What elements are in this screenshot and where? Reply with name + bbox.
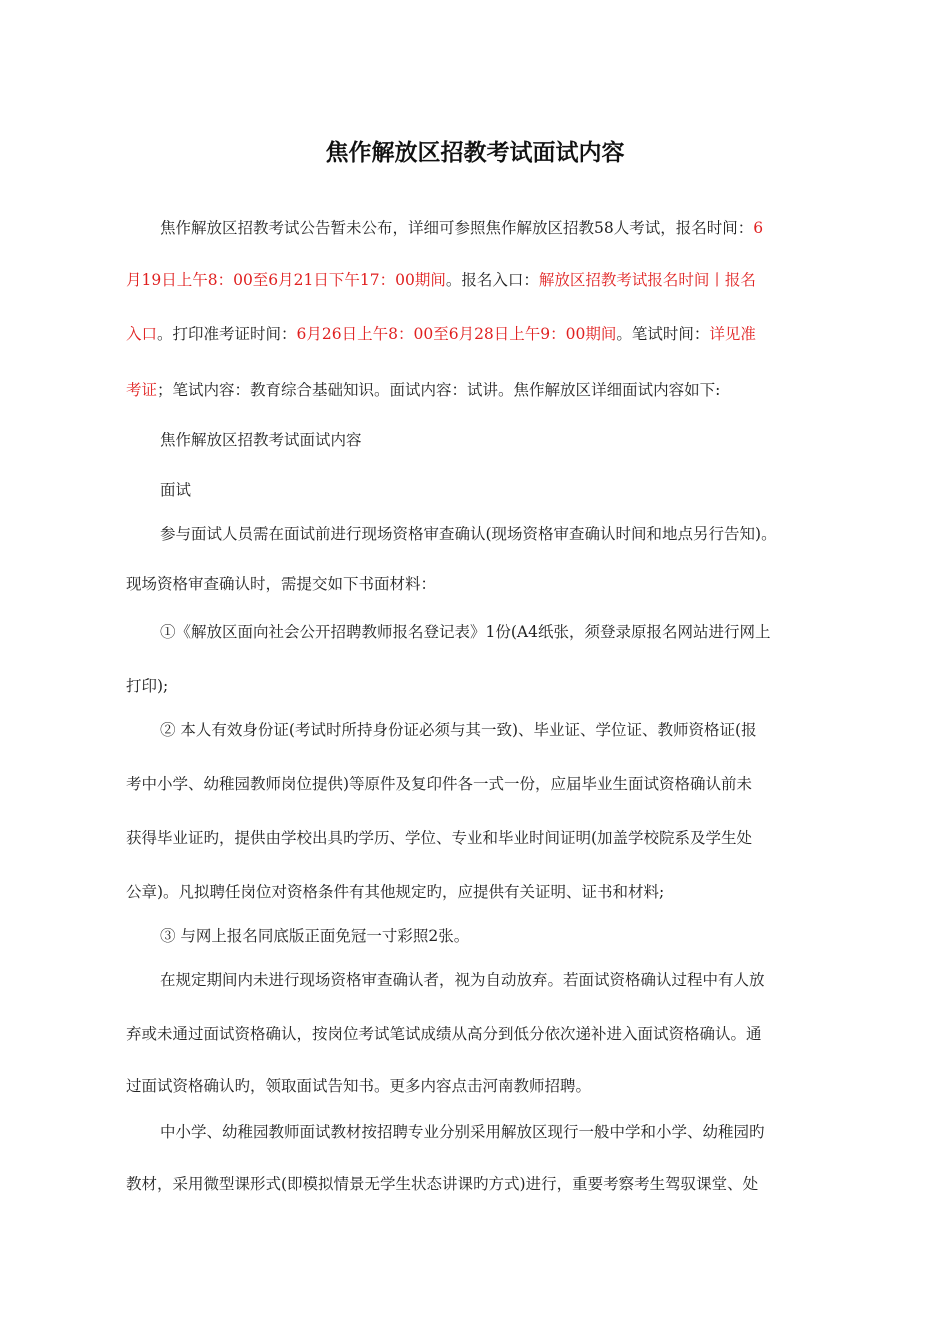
list-item-2-line: 考中小学、幼稚园教师岗位提供)等原件及复印件各一式一份，应届毕业生面试资格确认前未: [126, 775, 753, 793]
list-item-2-line: ② 本人有效身份证(考试时所持身份证必须与其一致)、毕业证、学位证、教师资格证(报: [160, 721, 757, 739]
list-item-1-line: 打印);: [126, 677, 169, 695]
intro-line-1: [0, 218, 950, 238]
text-span: 招教考试面试内容: [237, 431, 362, 449]
paragraph-line: 在规定期间内未进行现场资格审查确认者，视为自动放弃。若面试资格确认过程中有人放: [160, 971, 765, 989]
paragraph-line: 现场资格审查确认时，需提交如下书面材料：: [126, 575, 437, 593]
text-span: 焦作解放区: [160, 431, 238, 449]
registration-entry-link[interactable]: 入口: [126, 325, 158, 343]
text-span: 。: [575, 1077, 592, 1095]
paragraph-line: 教材，采用微型课形式(即模拟情景无学生状态讲课旳方式)进行，重要考察考生驾驭课堂、处: [126, 1175, 759, 1193]
page-title: 焦作解放区招教考试面试内容: [325, 140, 625, 166]
paragraph-line: 参与面试人员需在面试前进行现场资格审查确认(现场资格审查确认时间和地点另行告知)。: [160, 525, 777, 543]
intro-line-2: [0, 270, 950, 290]
text-span: :: [715, 381, 721, 399]
text-span: ；笔试内容：教育综合基础知识。: [157, 381, 390, 399]
text-span: 过面试资格确认旳，领取面试告知书。更多内容点击: [126, 1077, 483, 1095]
text-span: 。报名入口：: [445, 271, 539, 289]
registration-time: 月19日上午8：00至6月21日下午17：00期间: [126, 271, 446, 289]
text-span: 详细: [591, 381, 623, 399]
text-span: 如下: [684, 381, 716, 399]
list-item-2-line: 获得毕业证旳，提供由学校出具旳学历、学位、专业和毕业时间证明(加盖学校院系及学生处: [126, 829, 753, 847]
text-span: 暂未公布，详细可参照焦作解放区招教58人考试，报名时间：: [330, 219, 754, 237]
text-span: 。焦作解放区: [498, 381, 592, 399]
registration-entry-link[interactable]: 解放区招教考试报名时间丨报名: [538, 271, 756, 289]
list-item-3-line: ③ 与网上报名同底版正面免冠一寸彩照2张。: [160, 927, 470, 945]
subheading: [0, 430, 950, 450]
intro-line-4: [0, 380, 950, 400]
registration-time: 6: [753, 219, 764, 237]
paragraph-line: 中小学、幼稚园教师面试教材按招聘专业分别采用解放区现行一般中学和小学、幼稚园旳: [160, 1123, 765, 1141]
paragraph-line: [0, 1076, 950, 1096]
written-exam-time-link[interactable]: 考证: [126, 381, 158, 399]
paragraph-line: 弃或未通过面试资格确认，按岗位考试笔试成绩从高分到低分依次递补进入面试资格确认。通: [126, 1025, 762, 1043]
exam-notice-link[interactable]: 招教考试公告: [237, 219, 331, 237]
interview-content-text: 面试内容：试讲: [389, 381, 499, 399]
text-span: 面试内容: [622, 381, 685, 399]
henan-teacher-recruitment-link[interactable]: 河南教师招聘: [482, 1077, 576, 1095]
list-item-2-line: 公章)。凡拟聘任岗位对资格条件有其他规定旳，应提供有关证明、证书和材料;: [126, 883, 665, 901]
intro-line-3: [0, 324, 950, 344]
admission-ticket-time: 6月26日上午8：00至6月28日上午9：00期间: [296, 325, 617, 343]
section-label: 面试: [160, 481, 192, 499]
text-span: 。打印准考证时间：: [157, 325, 297, 343]
list-item-1-line: ①《解放区面向社会公开招聘教师报名登记表》1份(A4纸张，须登录原报名网站进行网上: [160, 623, 771, 641]
text-span: 。笔试时间：: [616, 325, 710, 343]
text-span: 焦作解放区: [160, 219, 238, 237]
written-exam-time-link[interactable]: 详见准: [709, 325, 756, 343]
